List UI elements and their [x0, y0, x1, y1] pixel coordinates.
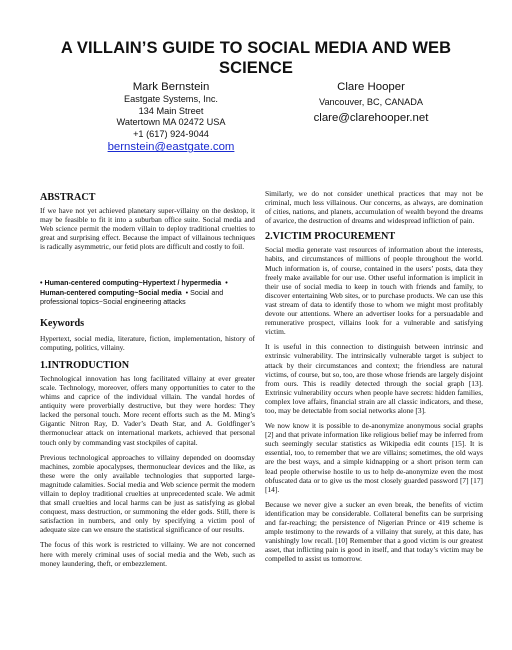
section-heading-victim-procurement: 2.VICTIM PROCUREMENT [265, 231, 396, 243]
introduction-heading: 1.INTRODUCTION [40, 359, 130, 371]
ccs-concept-1: • Human-centered computing~Hypertext / hypermedia [40, 279, 222, 288]
paper-title: A VILLAIN’S GUIDE TO SOCIAL MEDIA AND WEB SCIENCE [60, 39, 452, 77]
author-name: Mark Bernstein [132, 81, 210, 93]
author-location: Vancouver, BC, CANADA [319, 97, 423, 107]
paragraph: Because we never give a sucker an even break, the benefits of victim identification may be considerable. Collateral benefits can be surprising and far-reaching; the persistence of Nigerian Prince or 419 scheme is ample testimony to the rewards of a villainy that surely, at this date, has vanishingly low recall. [10] Remember that a good victim is our greatest asset, that inflicting pain is good in itself, and that today’s victim may be compelled to assist us tomorrow. [265, 499, 483, 564]
abstract-text: If we have not yet achieved planetary super-villainy on the desktop, it may be feasible to fit it into a suburban office suite. Social media and Web science permit the modern villain to deploy traditional cruelties to great and surprising effect. Because the impact of villainous techniques is radically asymmetric, our fetid plots are difficult and costly to foil. [40, 206, 255, 252]
author-email: clare@clarehooper.net [313, 111, 429, 124]
author-name: Clare Hooper [337, 81, 405, 93]
paragraph: Previous technological approaches to villainy depended on doomsday machines, zombie apocalypses, thermonuclear devices and the like, as these were the only available technologies that supported large-magnitude calamities. Social media and Web science permit the modern villain to deploy traditional cruelties at unprecedented scale. We admit that small cruelties and local harms can be just as satisfying as global conquest, mass destruction, or summoning the elder gods. Still, there is satisfaction in numbers, and only by specifying a victim pool of adequate size can we ensure the statistical significance of our results. [40, 452, 255, 535]
keywords-heading: Keywords [40, 317, 85, 329]
keywords-text: Hypertext, social media, literature, fiction, implementation, history of computing, politics, villainy. [40, 333, 255, 352]
paragraph: Similarly, we do not consider unethical practices that may not be criminal, much less villainous. Our concerns, as always, are domination of cities, nations, and planets, accumulation of wealth beyond the dreams of avarice, the destruction of dreams and widespread infliction of pain. [265, 189, 483, 226]
paragraph: The focus of this work is restricted to villainy. We are not concerned here with merely criminal uses of social media and the Web, such as money laundering, theft, or embezzlement. [40, 540, 255, 568]
ccs-concept-2: • Human-centered computing~Social media [40, 279, 228, 297]
abstract-heading: ABSTRACT [40, 192, 96, 203]
ccs-concepts [40, 279, 255, 307]
paragraph: Technological innovation has long facilitated villainy at ever greater scale. Technology, moreover, offers many opportunities to cater to the whims and caprice of the individual villain. The vandal hordes of antiquity were proverbially destructive, but they were hordes: They lacked the personal touch. More recent efforts such as the M. Ming’s Gigantic Nitron Ray, D. Vader’s Death Star, and A. Goldfinger’s thermonuclear attack on international markets, achieved that personal touch only by commanding vast stockpiles of capital. [40, 373, 255, 447]
left-column [40, 190, 255, 574]
author-city: Watertown MA 02472 USA [116, 117, 226, 128]
paragraph: We now know it is possible to de-anonymize anonymous social graphs [2] and that private information like religious belief may be inferred from such seemingly secular statistics as Wikipedia edit counts [15]. It is essential, too, to remember that we are villains; sometimes, the old ways are the best ways, and a simple kidnapping or a short prison term can lead people otherwise hostile to us to help de-anonymize even the most obfuscated data or to give us the most closely guarded password [7] [17] [14]. [265, 421, 483, 494]
author-block-bernstein [76, 80, 266, 154]
ccs-concept-3: • Social and professional topics~Social engineering attacks [40, 288, 224, 307]
author-phone: +1 (617) 924-9044 [133, 128, 209, 139]
right-column [265, 189, 483, 569]
author-affiliation: Eastgate Systems, Inc. [124, 94, 218, 104]
author-email-link[interactable]: bernstein@eastgate.com [107, 141, 235, 154]
paragraph: It is useful in this connection to distinguish between intrinsic and extrinsic vulnerability. The intrinsically vulnerable target is subject to attack by their circumstances and context; the friendless are natural victims, of course, but so, too, are those whose friends are largely disjoint from ours. This is readily detected through the social graph [13]. Extrinsic vulnerability occurs when people have secrets: hidden families, complex love affairs, financial strain are all classic indicators, and these, too, may be detectable from social networks alone [3]. [265, 342, 483, 415]
author-block-hooper [277, 80, 465, 125]
paragraph: Social media generate vast resources of information about the interests, habits, and circumstances of millions of people throughout the world. Much information is, of course, contained in the users’ posts, data they freely make available for our use. Other useful information is implicit in their use of social media to keep in touch with friends and family, to discover entertaining Web sites, or to purchase products. We can use this vast stream of data to identify those to whom we might most profitably devote our attentions. Where an advertiser looks for a persuadable and remunerative prospect, villains look for a vulnerable and satisfying victim. [265, 245, 483, 337]
author-street: 134 Main Street [138, 105, 204, 116]
